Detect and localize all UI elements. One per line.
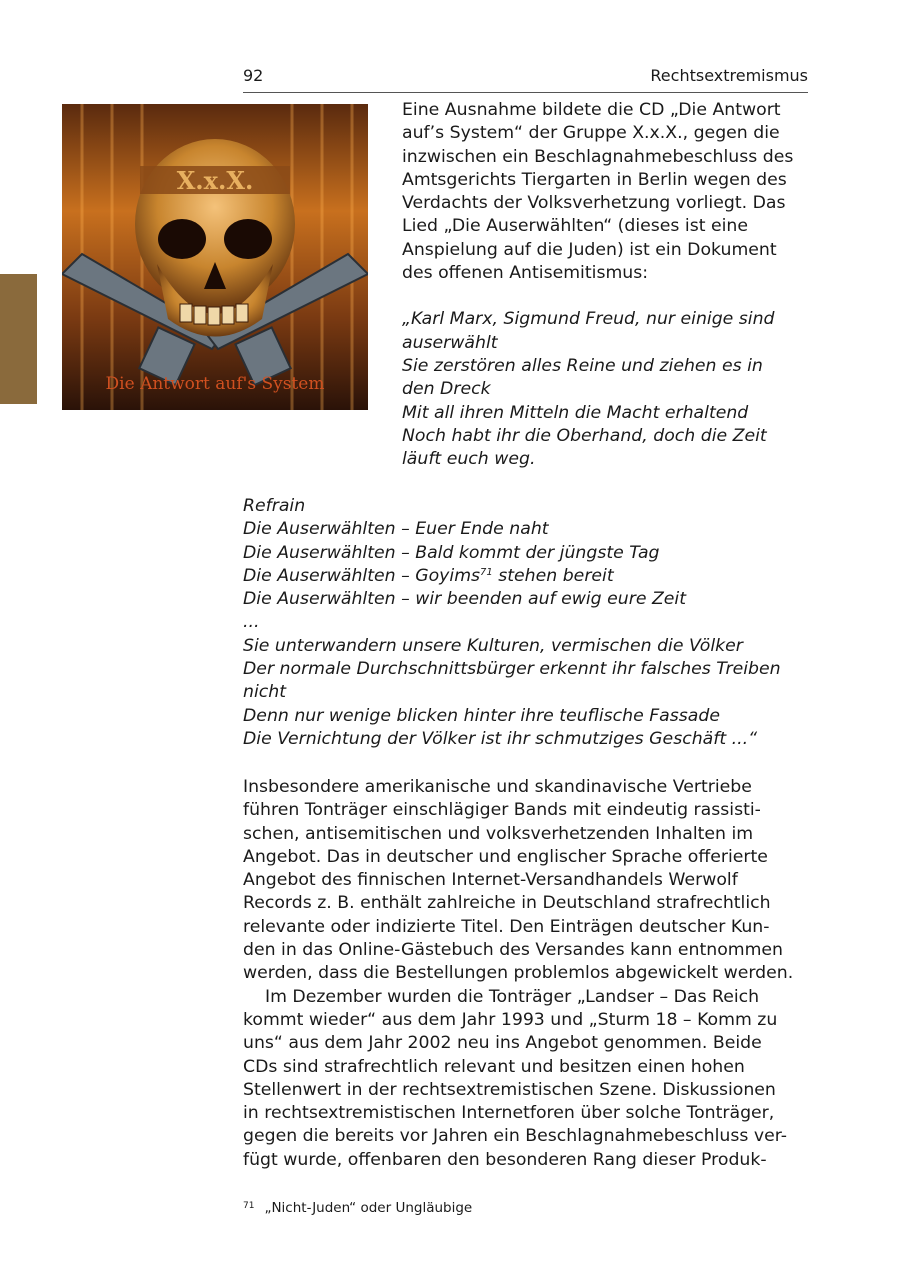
intro-line: Verdachts der Volksverhetzung vorliegt. Das bbox=[402, 193, 786, 214]
refrain-line: Der normale Durchschnittsbürger erkennt ihr falsches Treiben bbox=[243, 659, 781, 680]
body-text bbox=[243, 776, 809, 1172]
verse-line: auserwählt bbox=[402, 332, 498, 353]
paragraph-line: Stellenwert in der rechtsextremistischen Szene. Diskussionen bbox=[243, 1079, 776, 1100]
header-rule bbox=[243, 92, 808, 93]
footnote-text: „Nicht-Juden“ oder Ungläubige bbox=[264, 1200, 473, 1216]
refrain-line: Die Auserwählten – Euer Ende naht bbox=[243, 519, 549, 540]
footnote-mark: 71 bbox=[243, 1201, 255, 1211]
paragraph-line: fügt wurde, offenbaren den besonderen Rang dieser Produk- bbox=[243, 1149, 767, 1170]
verse-line: Mit all ihren Mitteln die Macht erhaltend bbox=[402, 402, 749, 423]
paragraph-line: in rechtsextremistischen Internetforen über solche Tonträger, bbox=[243, 1103, 775, 1124]
intro-paragraph bbox=[402, 99, 812, 471]
paragraph-line: werden, dass die Bestellungen problemlos abgewickelt werden. bbox=[243, 963, 794, 984]
verse-line: den Dreck bbox=[402, 379, 491, 400]
footnote-reference[interactable]: 71 bbox=[480, 566, 493, 578]
refrain-quote bbox=[243, 495, 823, 751]
cover-band-text: X.x.X. bbox=[176, 166, 254, 195]
refrain-text: Die Auserwählten – Goyims bbox=[243, 565, 481, 586]
verse-line: „Karl Marx, Sigmund Freud, nur einige sind bbox=[402, 309, 775, 330]
refrain-line: nicht bbox=[243, 682, 286, 703]
paragraph-line: Angebot des finnischen Internet-Versandhandels Werwolf bbox=[243, 870, 738, 891]
refrain-line: Die Auserwählten – Bald kommt der jüngste Tag bbox=[243, 542, 660, 563]
paragraph-line: relevante oder indizierte Titel. Den Einträgen deutscher Kun- bbox=[243, 916, 770, 937]
paragraph-line: kommt wieder“ aus dem Jahr 1993 und „Sturm 18 – Komm zu bbox=[243, 1009, 778, 1030]
refrain-line: Die Auserwählten – wir beenden auf ewig eure Zeit bbox=[243, 589, 686, 610]
verse-line: Sie zerstören alles Reine und ziehen es in bbox=[402, 355, 763, 376]
refrain-ellipsis: ... bbox=[243, 612, 260, 633]
intro-line: auf’s System“ der Gruppe X.x.X., gegen die bbox=[402, 123, 780, 144]
refrain-line: Die Vernichtung der Völker ist ihr schmutziges Geschäft ...“ bbox=[243, 728, 758, 749]
refrain-text: stehen bereit bbox=[492, 565, 614, 586]
verse-line: läuft euch weg. bbox=[402, 449, 536, 470]
paragraph-line: uns“ aus dem Jahr 2002 neu ins Angebot genommen. Beide bbox=[243, 1033, 762, 1054]
paragraph-line: Angebot. Das in deutscher und englischer Sprache offerierte bbox=[243, 846, 768, 867]
paragraph-line: führen Tonträger einschlägiger Bands mit eindeutig rassisti- bbox=[243, 800, 761, 821]
paragraph-line: Records z. B. enthält zahlreiche in Deutschland strafrechtlich bbox=[243, 893, 771, 914]
chapter-side-tab bbox=[0, 274, 37, 404]
cd-cover-skull-pistols-icon bbox=[62, 104, 368, 410]
refrain-line bbox=[243, 565, 823, 588]
intro-line: Eine Ausnahme bildete die CD „Die Antwort bbox=[402, 100, 781, 120]
refrain-label: Refrain bbox=[243, 496, 306, 516]
refrain-line: Denn nur wenige blicken hinter ihre teuflische Fassade bbox=[243, 705, 720, 726]
footnote bbox=[243, 1200, 472, 1216]
page-number: 92 bbox=[243, 66, 264, 85]
intro-line: inzwischen ein Beschlagnahmebeschluss des bbox=[402, 146, 794, 167]
paragraph-line: gegen die bereits vor Jahren ein Beschlagnahmebeschluss ver- bbox=[243, 1126, 787, 1147]
intro-line: Amtsgerichts Tiergarten in Berlin wegen des bbox=[402, 169, 787, 190]
running-head: Rechtsextremismus bbox=[650, 66, 808, 85]
paragraph-line: Insbesondere amerikanische und skandinavische Vertriebe bbox=[243, 777, 752, 797]
refrain-line: Sie unterwandern unsere Kulturen, vermischen die Völker bbox=[243, 635, 743, 656]
intro-line: Lied „Die Auserwählten“ (dieses ist eine bbox=[402, 216, 749, 237]
verse-line: Noch habt ihr die Oberhand, doch die Zeit bbox=[402, 425, 767, 446]
paragraph-line: schen, antisemitischen und volksverhetzenden Inhalten im bbox=[243, 823, 754, 844]
cover-title-text: Die Antwort auf's System bbox=[105, 374, 325, 394]
intro-line: Anspielung auf die Juden) ist ein Dokument bbox=[402, 239, 777, 260]
cd-cover-image bbox=[62, 104, 368, 410]
paragraph-line: den in das Online-Gästebuch des Versandes kann entnommen bbox=[243, 940, 784, 961]
intro-line: des offenen Antisemitismus: bbox=[402, 263, 649, 284]
verse-quote bbox=[402, 308, 812, 471]
paragraph-line: Im Dezember wurden die Tonträger „Landser – Das Reich bbox=[265, 986, 760, 1007]
paragraph-line: CDs sind strafrechtlich relevant und besitzen einen hohen bbox=[243, 1056, 745, 1077]
